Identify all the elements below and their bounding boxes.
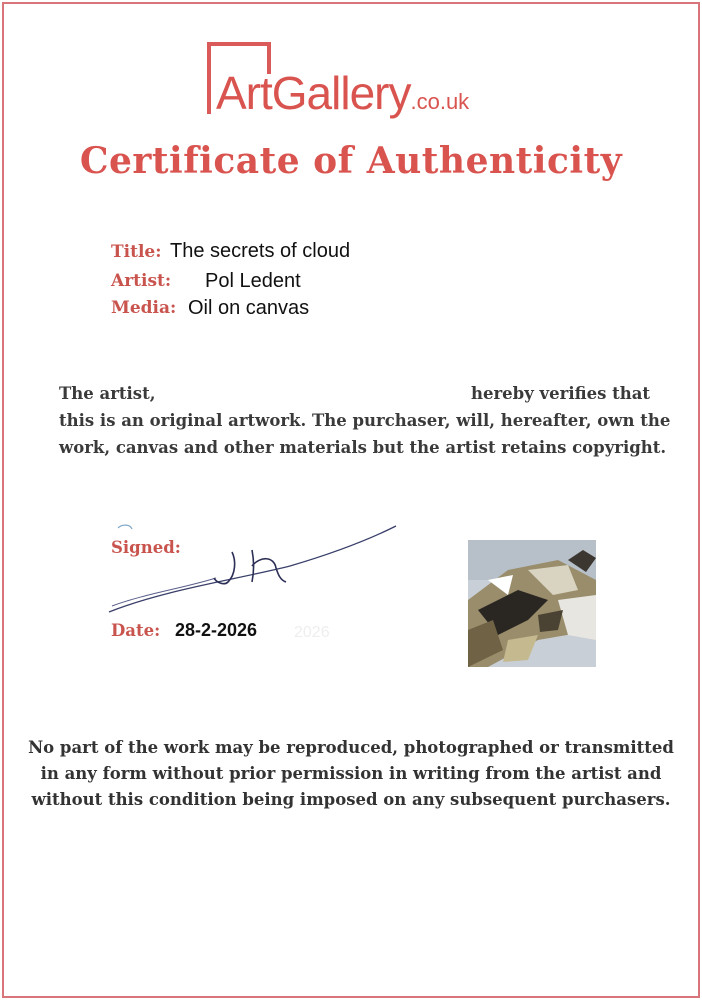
artwork-thumbnail [468, 540, 596, 667]
statement-line1-end: hereby verifies that [471, 384, 651, 403]
footer-line3: without this condition being imposed on any subsequent purchasers. [31, 790, 671, 809]
statement-line3: work, canvas and other materials but the artist retains copyright. [59, 438, 667, 457]
signed-label: Signed: [111, 538, 181, 557]
artgallery-logo [216, 66, 469, 120]
artist-value: Pol Ledent [205, 270, 301, 292]
logo-brand-suffix: .co.uk [410, 89, 470, 114]
statement-line1-start: The artist, [59, 384, 156, 403]
date-label: Date: [111, 621, 161, 640]
footer-line1: No part of the work may be reproduced, photographed or transmitted [28, 738, 674, 757]
artist-signature [104, 520, 404, 620]
faint-date-mark: 2026 [294, 624, 330, 641]
footer-line2: in any form without prior permission in writing from the artist and [40, 764, 662, 783]
artist-label: Artist: [111, 271, 172, 291]
statement-line2: this is an original artwork. The purchaser, will, hereafter, own the [59, 411, 671, 430]
media-value: Oil on canvas [188, 297, 310, 319]
certificate-title: Certificate of Authenticity [79, 140, 623, 182]
date-value: 28-2-2026 [175, 620, 258, 640]
title-label: Title: [111, 242, 162, 262]
title-value: The secrets of cloud [170, 240, 351, 262]
logo-brand-main: ArtGallery [216, 67, 411, 119]
media-label: Media: [111, 298, 177, 318]
